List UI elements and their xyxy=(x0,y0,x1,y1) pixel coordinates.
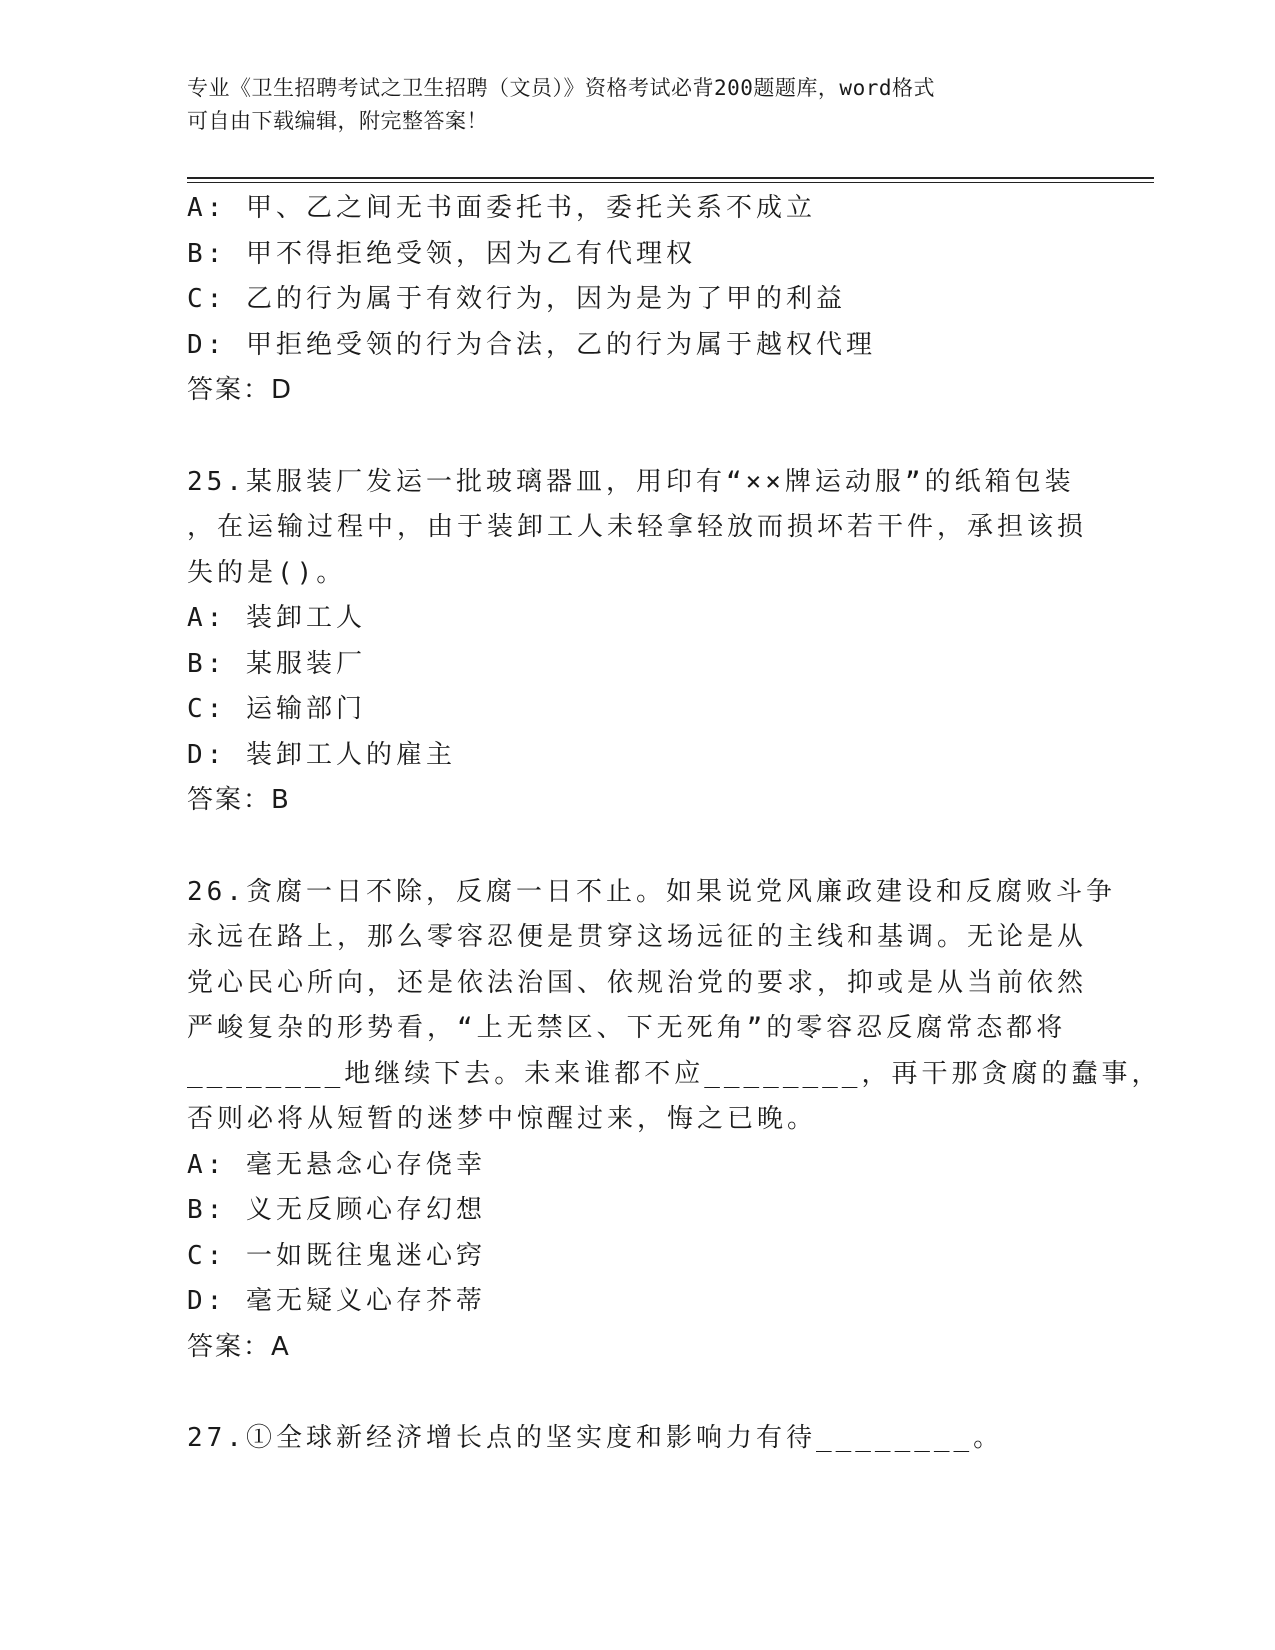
option-d: D: 装卸工人的雇主 xyxy=(187,739,456,770)
question-27 xyxy=(187,1416,1087,1462)
option-d: D: 毫无疑义心存芥蒂 xyxy=(187,1286,486,1316)
question-stem-line: 严峻复杂的形势看，“上无禁区、下无死角”的零容忍反腐常态都将 xyxy=(187,1013,1067,1043)
option-c: C: 乙的行为属于有效行为，因为是为了甲的利益 xyxy=(187,284,846,314)
question-25 xyxy=(187,460,1087,824)
header-divider-thin xyxy=(187,182,1154,183)
option-a: A: 甲、乙之间无书面委托书，委托关系不成立 xyxy=(187,193,816,223)
spacer xyxy=(187,824,1087,870)
question-24 xyxy=(187,186,1087,414)
option-b: B: 义无反顾心存幻想 xyxy=(187,1195,486,1225)
answer: 答案：D xyxy=(187,375,294,405)
question-stem-line: 否则必将从短暂的迷梦中惊醒过来，悔之已晚。 xyxy=(187,1104,818,1134)
header-title-line-1: 专业《卫生招聘考试之卫生招聘（文员）》资格考试必背200题题库，word格式 xyxy=(187,76,935,100)
option-c: C: 运输部门 xyxy=(187,694,366,724)
question-stem-line: 失的是()。 xyxy=(187,557,347,588)
question-stem-line: ________地继续下去。未来谁都不应________，再干那贪腐的蠢事， xyxy=(187,1058,1162,1089)
option-b: B: 甲不得拒绝受领，因为乙有代理权 xyxy=(187,238,696,269)
question-26 xyxy=(187,870,1162,1371)
option-b: B: 某服装厂 xyxy=(187,648,366,679)
option-c: C: 一如既往鬼迷心窍 xyxy=(187,1240,486,1271)
question-stem-line: 永远在路上，那么零容忍便是贯穿这场远征的主线和基调。无论是从 xyxy=(187,922,1088,952)
spacer xyxy=(187,414,1087,460)
question-stem-line: 26.贪腐一日不除，反腐一日不止。如果说党风廉政建设和反腐败斗争 xyxy=(187,876,1116,907)
question-stem-line: 党心民心所向，还是依法治国、依规治党的要求，抑或是从当前依然 xyxy=(187,967,1088,998)
header-divider-thick xyxy=(187,177,1154,179)
question-stem-line: ，在运输过程中，由于装卸工人未轻拿轻放而损坏若干件，承担该损 xyxy=(187,512,1088,542)
option-d: D: 甲拒绝受领的行为合法，乙的行为属于越权代理 xyxy=(187,329,876,360)
header-title-line-2: 可自由下载编辑，附完整答案！ xyxy=(187,109,488,133)
page-header xyxy=(187,72,1067,138)
answer: 答案：A xyxy=(187,1331,291,1362)
answer: 答案：B xyxy=(187,785,291,815)
question-stem-line: 25.某服装厂发运一批玻璃器皿，用印有“××牌运动服”的纸箱包装 xyxy=(187,466,1075,497)
option-a: A: 毫无悬念心存侥幸 xyxy=(187,1149,486,1180)
question-stem-line: 27.①全球新经济增长点的坚实度和影响力有待________。 xyxy=(187,1423,1004,1453)
question-content xyxy=(187,186,1162,1462)
option-a: A: 装卸工人 xyxy=(187,603,366,633)
spacer xyxy=(187,1370,1087,1416)
